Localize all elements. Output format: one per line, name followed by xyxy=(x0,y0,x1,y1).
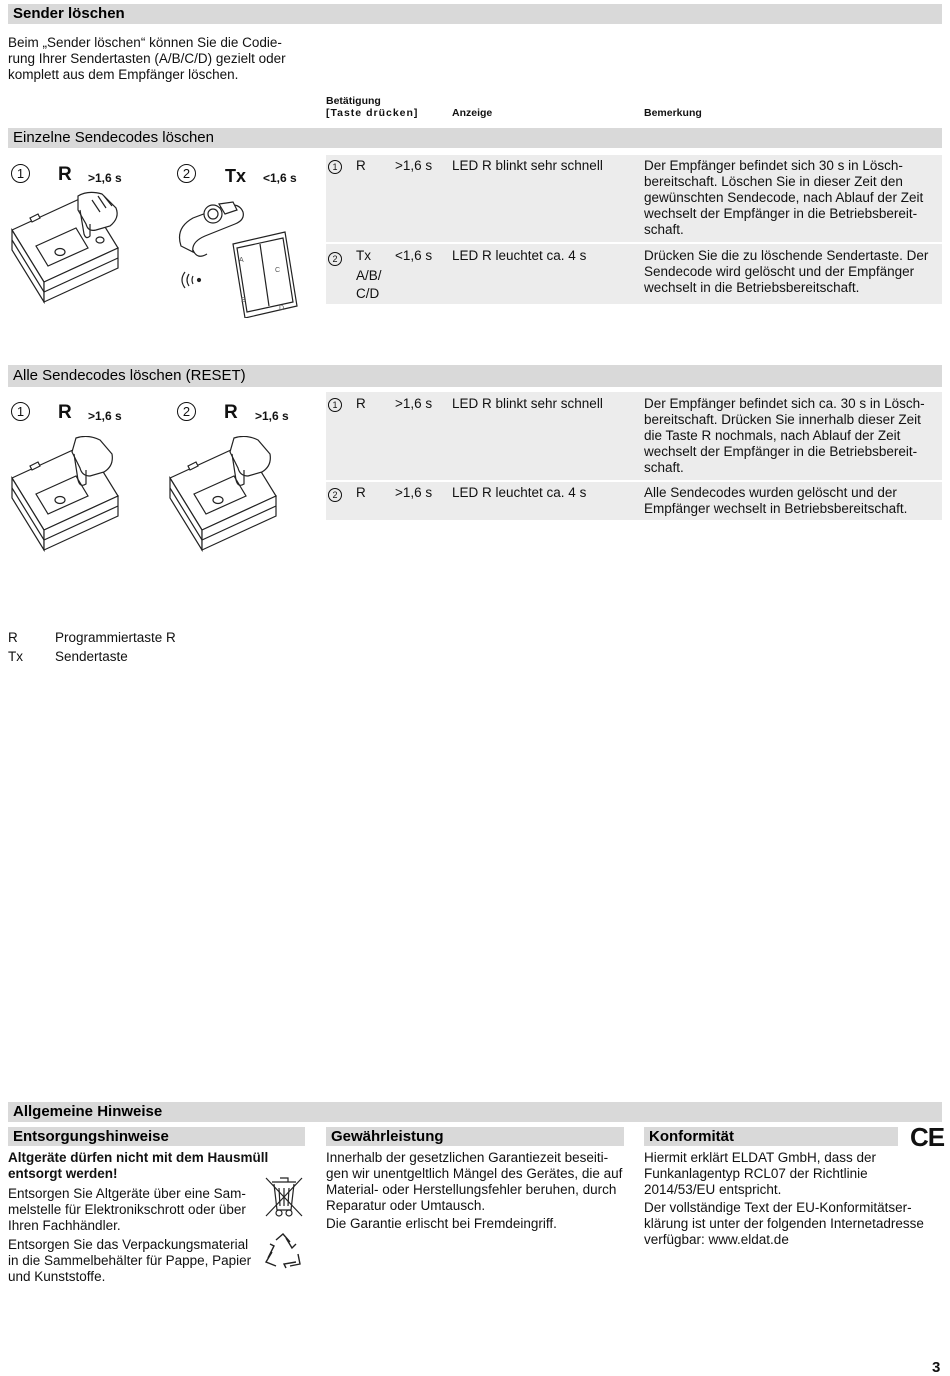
disposal-line: melstelle für Elektronikschrott oder über xyxy=(8,1202,246,1217)
warning-line: Altgeräte dürfen nicht mit dem Hausmüll xyxy=(8,1150,269,1165)
figure-key-label: Tx xyxy=(225,166,247,186)
row-display: LED R blinkt sehr schnell xyxy=(452,158,603,173)
legend-key: R xyxy=(8,630,18,645)
conformity-text xyxy=(644,1150,944,1248)
header-anzeige: Anzeige xyxy=(452,107,493,119)
row-key-sub: A/B/ xyxy=(356,268,382,283)
warning-line: entsorgt werden! xyxy=(8,1166,118,1181)
remark-line: bereitschaft. Drücken Sie innerhalb dieser Zeit xyxy=(644,412,921,427)
remark-line: Der Empfänger befindet sich ca. 30 s in Lösch- xyxy=(644,396,925,411)
step-number-icon: 1 xyxy=(11,164,30,183)
figure-time-label: <1,6 s xyxy=(263,171,297,185)
row-remark xyxy=(644,396,944,476)
row-key: Tx xyxy=(356,248,371,263)
row-time: >1,6 s xyxy=(395,485,433,500)
figure-key-label: R xyxy=(58,402,72,423)
warranty-line: Die Garantie erlischt bei Fremdeingriff. xyxy=(326,1216,557,1231)
row-time: >1,6 s xyxy=(395,396,433,411)
remark-line: die Taste R nochmals, nach Ablauf der Zeit xyxy=(644,428,901,443)
legend-key: Tx xyxy=(8,649,23,664)
conformity-line: Hiermit erklärt ELDAT GmbH, dass der xyxy=(644,1150,877,1165)
svg-text:A: A xyxy=(239,257,244,264)
remark-line: Drücken Sie die zu löschende Sendertaste. Der xyxy=(644,248,929,263)
warranty-line: Innerhalb der gesetzlichen Garantiezeit beseiti- xyxy=(326,1150,609,1165)
remark-line: Der Empfänger befindet sich 30 s in Lösch- xyxy=(644,158,903,173)
legend-label-bold: R xyxy=(166,630,176,645)
step-number-icon: 2 xyxy=(328,252,342,266)
disposal-line: Entsorgen Sie das Verpackungsmaterial xyxy=(8,1237,249,1252)
disposal-line: in die Sammelbehälter für Pappe, Papier xyxy=(8,1253,252,1268)
conformity-line: klärung ist unter der folgenden Internetadresse xyxy=(644,1216,924,1231)
receiver-hand-illustration xyxy=(8,188,148,318)
intro-line: rung Ihrer Sendertasten (A/B/C/D) gezielt oder xyxy=(8,51,286,66)
figure-time-label: >1,6 s xyxy=(88,171,122,185)
ce-mark-icon: CE xyxy=(910,1122,945,1152)
conformity-line: Der vollständige Text der EU-Konformitätser- xyxy=(644,1200,912,1215)
disposal-line: und Kunststoffe. xyxy=(8,1269,106,1284)
legend-text xyxy=(55,630,176,646)
svg-text:B: B xyxy=(241,297,246,304)
remark-line: gewünschten Sendecode, nach Ablauf der Zeit xyxy=(644,190,924,205)
row-remark xyxy=(644,158,944,238)
intro-text xyxy=(8,35,308,83)
remark-line: schaft. xyxy=(644,460,684,475)
conformity-line: 2014/53/EU entspricht. xyxy=(644,1182,782,1197)
remark-line: Alle Sendecodes wurden gelöscht und der xyxy=(644,485,897,500)
conformity-line: Funkanlagentyp RCL07 der Richtlinie xyxy=(644,1166,868,1181)
disposal-line: Ihren Fachhändler. xyxy=(8,1218,121,1233)
row-remark xyxy=(644,485,944,517)
remark-line: wechselt der Empfänger in die Betriebsbereit- xyxy=(644,206,918,221)
section-title-general: Allgemeine Hinweise xyxy=(8,1102,942,1122)
header-bemerkung: Bemerkung xyxy=(644,107,702,119)
remark-line: wechselt in die Betriebsbereitschaft. xyxy=(644,280,860,295)
step-number-icon: 2 xyxy=(177,164,196,183)
remark-line: Empfänger wechselt in Betriebsbereitschaft. xyxy=(644,501,908,516)
row-time: >1,6 s xyxy=(395,158,433,173)
figure-key-label: R xyxy=(58,164,72,185)
step-number-icon: 1 xyxy=(328,398,342,412)
row-key: R xyxy=(356,485,366,500)
svg-text:D: D xyxy=(279,305,285,312)
remark-line: schaft. xyxy=(644,222,684,237)
row-display: LED R leuchtet ca. 4 s xyxy=(452,248,587,263)
remark-line: bereitschaft. Löschen Sie in dieser Zeit den xyxy=(644,174,903,189)
row-key: R xyxy=(356,158,366,173)
intro-line: Beim „Sender löschen“ können Sie die Codie- xyxy=(8,35,282,50)
row-display: LED R blinkt sehr schnell xyxy=(452,396,603,411)
header-taste: [Taste drücken] xyxy=(326,107,419,119)
disposal-paragraph xyxy=(8,1237,263,1285)
remark-line: Sendecode wird gelöscht und der Empfänger xyxy=(644,264,915,279)
row-key: R xyxy=(356,396,366,411)
warranty-line: Reparatur oder Umtausch. xyxy=(326,1198,486,1213)
conformity-title: Konformität xyxy=(644,1127,898,1146)
receiver-hand-illustration xyxy=(8,436,148,571)
figure-time-label: >1,6 s xyxy=(255,409,289,423)
legend-label: Programmiertaste xyxy=(55,630,167,645)
row-remark xyxy=(644,248,944,296)
section-title-single: Einzelne Sendecodes löschen xyxy=(8,128,942,148)
step-number-icon: 2 xyxy=(328,488,342,502)
warranty-line: Material- oder Herstellungsfehler beruhen, durch xyxy=(326,1182,617,1197)
step-number-icon: 2 xyxy=(177,402,196,421)
section-title-reset: Alle Sendecodes löschen (RESET) xyxy=(8,365,942,387)
row-key-sub: C/D xyxy=(356,286,380,301)
row-time: <1,6 s xyxy=(395,248,433,263)
disposal-line: Entsorgen Sie Altgeräte über eine Sam- xyxy=(8,1186,246,1201)
warranty-text xyxy=(326,1150,636,1232)
conformity-line: verfügbar: www.eldat.de xyxy=(644,1232,789,1247)
header-betaetigung: Betätigung xyxy=(326,95,381,107)
section-title-delete: Sender löschen xyxy=(8,4,942,24)
crossed-bin-icon xyxy=(262,1174,306,1220)
receiver-hand-illustration xyxy=(166,436,306,571)
figure-time-label: >1,6 s xyxy=(88,409,122,423)
figure-key-label: R xyxy=(224,402,238,423)
warranty-title: Gewährleistung xyxy=(326,1127,624,1146)
svg-text:C: C xyxy=(275,267,281,274)
recycling-icon xyxy=(262,1232,304,1274)
intro-line: komplett aus dem Empfänger löschen. xyxy=(8,67,239,82)
step-number-icon: 1 xyxy=(11,402,30,421)
legend-text: Sendertaste xyxy=(55,649,128,664)
remark-line: wechselt der Empfänger in die Betriebsbereit- xyxy=(644,444,918,459)
disposal-paragraph xyxy=(8,1186,263,1234)
warranty-line: gen wir unentgeltlich Mängel des Gerätes, die auf xyxy=(326,1166,623,1181)
disposal-title: Entsorgungshinweise xyxy=(8,1127,305,1146)
step-number-icon: 1 xyxy=(328,160,342,174)
row-display: LED R leuchtet ca. 4 s xyxy=(452,485,587,500)
transmitter-illustration xyxy=(175,188,305,318)
page-number: 3 xyxy=(932,1359,941,1376)
